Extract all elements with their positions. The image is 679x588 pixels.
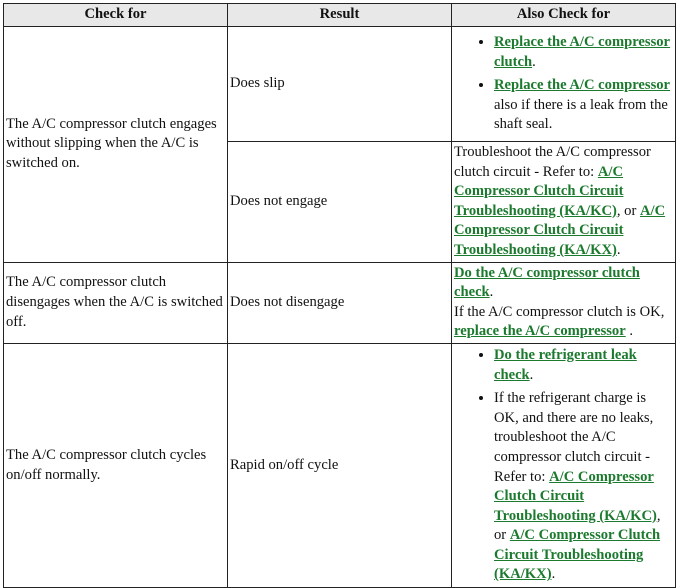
result-cell: Rapid on/off cycle bbox=[228, 343, 452, 587]
also-check-cell bbox=[452, 343, 676, 587]
clutch-circuit-kakx-link[interactable]: A/C Compressor Clutch Circuit Troubleshooting (KA/KX) bbox=[494, 527, 661, 583]
check-cell: The A/C compressor clutch cycles on/off normally. bbox=[4, 343, 228, 587]
clutch-circuit-kakc-link[interactable]: A/C Compressor Clutch Circuit Troubleshooting (KA/KC) bbox=[494, 468, 657, 524]
clutch-check-link[interactable]: Do the A/C compressor clutch check bbox=[454, 264, 640, 301]
also-check-cell: Do the A/C compressor clutch check. If the A/C compressor clutch is OK, replace the A/C compressor . bbox=[452, 262, 676, 343]
also-check-cell bbox=[452, 27, 676, 142]
result-cell: Does slip bbox=[228, 27, 452, 142]
table-header-row bbox=[4, 4, 676, 27]
list-item: • Replace the A/C compressor also if there is a leak from the shaft seal. bbox=[494, 76, 673, 135]
result-cell: Does not engage bbox=[228, 142, 452, 263]
list-item: • Do the refrigerant leak check. bbox=[494, 346, 673, 385]
header-result: Result bbox=[228, 4, 452, 27]
replace-compressor-link[interactable]: replace the A/C compressor bbox=[454, 323, 626, 340]
replace-compressor-link[interactable]: Replace the A/C compressor bbox=[494, 77, 671, 94]
list-item: • If the refrigerant charge is OK, and there are no leaks, troubleshoot the A/C compressor clutch circuit - Refer to: A/C Compressor Clutch Circuit Troubleshooting (KA/KC), or A/C Compressor Clutch Circuit Troubleshooting (KA/KX). bbox=[494, 389, 673, 585]
table-row bbox=[4, 343, 676, 587]
also-check-cell: Troubleshoot the A/C compressor clutch circuit - Refer to: A/C Compressor Clutch Circuit Troubleshooting (KA/KC), or A/C Compressor Clutch Circuit Troubleshooting (KA/KX). bbox=[452, 142, 676, 263]
bullet-list bbox=[454, 33, 673, 135]
bullet-list bbox=[454, 346, 673, 585]
check-cell: The A/C compressor clutch engages without slipping when the A/C is switched on. bbox=[4, 27, 228, 263]
leak-check-link[interactable]: Do the refrigerant leak check bbox=[494, 346, 637, 383]
list-item: • Replace the A/C compressor clutch. bbox=[494, 33, 673, 72]
table-row bbox=[4, 262, 676, 343]
clutch-circuit-kakx-link[interactable]: A/C Compressor Clutch Circuit Troubleshooting (KA/KX) bbox=[454, 202, 666, 258]
header-check-for: Check for bbox=[4, 4, 228, 27]
check-cell: The A/C compressor clutch disengages when the A/C is switched off. bbox=[4, 262, 228, 343]
header-also-check-for: Also Check for bbox=[452, 4, 676, 27]
table-row bbox=[4, 27, 676, 142]
replace-clutch-link[interactable]: Replace the A/C compressor clutch bbox=[494, 34, 671, 70]
result-cell: Does not disengage bbox=[228, 262, 452, 343]
diagnostic-table bbox=[3, 3, 676, 588]
clutch-circuit-kakc-link[interactable]: A/C Compressor Clutch Circuit Troubleshooting (KA/KC) bbox=[454, 163, 624, 219]
